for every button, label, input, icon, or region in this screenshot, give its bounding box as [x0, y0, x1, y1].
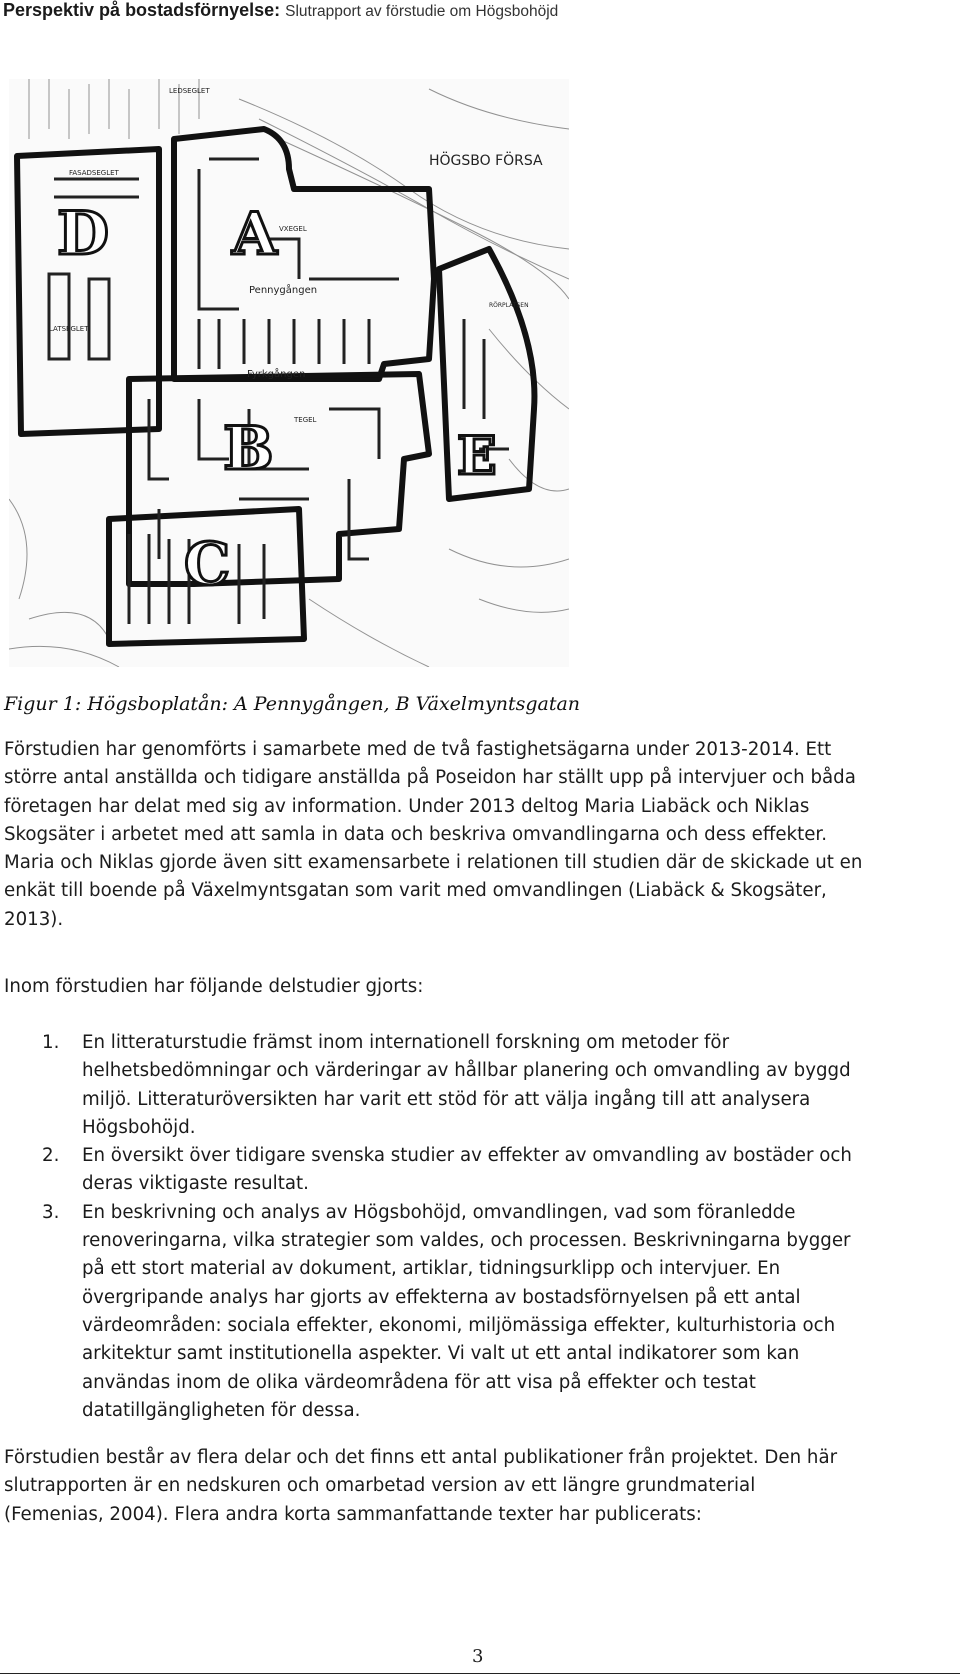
- text-line: deras viktigaste resultat.: [82, 1173, 309, 1195]
- map-label-c: C: [184, 530, 231, 598]
- list-number: 1.: [42, 1032, 60, 1053]
- site-map-figure: [9, 79, 569, 667]
- text-line: enkät till boende på Växelmyntsgatan som varit med omvandlingen (Liabäck & Skogsäter,: [4, 880, 827, 902]
- map-label-latseglet: LATSEGLET: [49, 325, 89, 333]
- map-label-tegel: TEGEL: [294, 416, 317, 424]
- list-number: 2.: [42, 1145, 60, 1167]
- text-line: 2013).: [4, 908, 64, 930]
- figure-caption: Figur 1: Högsboplatån: A Pennygången, B Växelmyntsgatan: [4, 693, 581, 715]
- map-label-ledseglet: LEDSEGLET: [169, 87, 210, 95]
- map-label-b: B: [223, 414, 274, 484]
- map-label-pennygangen: Pennygången: [249, 285, 318, 296]
- text-line: renoveringarna, vilka strategier som valdes, och processen. Beskrivningarna bygger: [82, 1230, 851, 1252]
- text-line: värdeområden: sociala effekter, ekonomi, miljömässiga effekter, kulturhistoria och: [82, 1314, 836, 1336]
- map-label-fyrkgangen: Fyrkgången: [247, 369, 306, 380]
- footer-rule: [0, 1673, 960, 1674]
- map-label-vxegel: VXEGEL: [279, 225, 307, 233]
- text-line: En litteraturstudie främst inom internationell forskning om metoder för: [82, 1032, 730, 1053]
- text-line: arkitektur samt institutionella aspekter. Vi valt ut ett antal indikatorer som kan: [82, 1343, 800, 1365]
- paragraph-1: [4, 736, 954, 934]
- map-label-rorplats: RÖRPLATSEN: [489, 302, 529, 309]
- text-line: miljö. Litteraturöversikten har varit ett stöd för att välja ingång till att analysera: [82, 1088, 811, 1110]
- text-line: helhetsbedömningar och värderingar av hållbar planering och omvandling av byggd: [82, 1060, 851, 1082]
- text-line: En översikt över tidigare svenska studier av effekter av omvandling av bostäder och: [82, 1145, 852, 1167]
- map-label-fasadseglet: FASADSEGLET: [69, 169, 119, 177]
- text-line: större antal anställda och tidigare anställda på Poseidon har ställt upp på intervjuer och båda: [4, 767, 856, 789]
- header-title: Perspektiv på bostadsförnyelse:: [3, 0, 281, 20]
- text-line: Högsbohöjd.: [82, 1116, 196, 1138]
- text-line: Skogsäter i arbetet med att samla in data och beskriva omvandlingarna och dess effekter.: [4, 823, 827, 845]
- substudies-list: [4, 1029, 954, 1425]
- paragraph-2: Inom förstudien har följande delstudier gjorts:: [4, 976, 424, 997]
- text-line: datatillgängligheten för dessa.: [82, 1399, 361, 1421]
- list-item: [4, 1142, 954, 1199]
- text-line: Förstudien har genomförts i samarbete med de två fastighetsägarna under 2013-2014. Ett: [4, 739, 832, 760]
- text-line: övergripande analys har gjorts av effekterna av bostadsförnyelsen på ett antal: [82, 1286, 801, 1308]
- text-line: på ett stort material av dokument, artiklar, tidningsurklipp och intervjuer. En: [82, 1258, 781, 1280]
- running-header: [3, 0, 558, 21]
- text-line: användas inom de olika värdeområdena för att visa på effekter och testat: [82, 1371, 756, 1393]
- text-line: företagen har delat med sig av information. Under 2013 deltog Maria Liabäck och Niklas: [4, 795, 810, 817]
- map-label-d: D: [57, 199, 110, 269]
- text-line: (Femenias, 2004). Flera andra korta sammanfattande texter har publicerats:: [4, 1503, 702, 1525]
- text-line: slutrapporten är en nedskuren och omarbetad version av ett längre grundmaterial: [4, 1475, 756, 1497]
- map-label-e: E: [457, 426, 497, 487]
- text-line: Förstudien består av flera delar och det finns ett antal publikationer från projektet. Den här: [4, 1447, 838, 1468]
- list-item: [4, 1199, 954, 1425]
- map-label-hogsbo: HÖGSBO FÖRSA: [429, 153, 543, 169]
- text-line: En beskrivning och analys av Högsbohöjd, omvandlingen, vad som föranledde: [82, 1201, 796, 1223]
- list-item: [4, 1029, 954, 1142]
- text-line: Maria och Niklas gjorde även sitt examensarbete i relationen till studien där de skickade ut en: [4, 852, 863, 874]
- paragraph-3: [4, 1444, 954, 1529]
- header-subtitle: Slutrapport av förstudie om Högsbohöjd: [285, 3, 559, 20]
- list-number: 3.: [42, 1201, 60, 1223]
- map-label-a: A: [232, 200, 278, 268]
- page-number: 3: [472, 1646, 484, 1667]
